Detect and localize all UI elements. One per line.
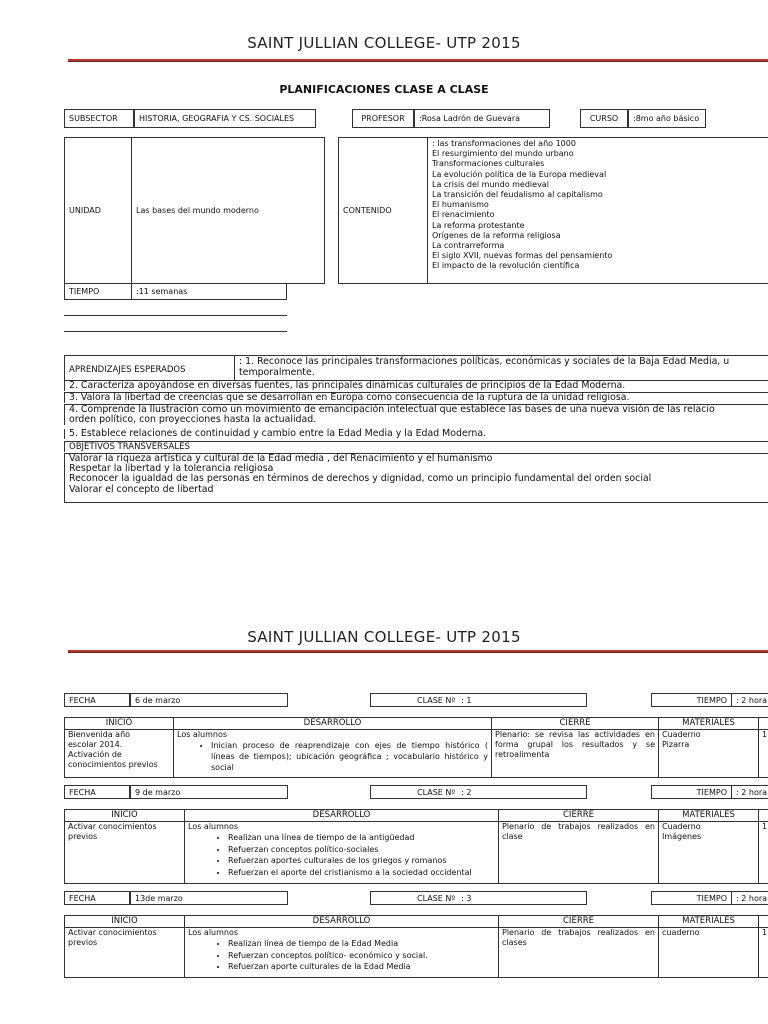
contenido-item: El renacimiento bbox=[432, 210, 495, 220]
tiempo-box-value: : 2 hora bbox=[731, 693, 768, 707]
aprendizaje-4b: orden político, con proyecciones hasta la actualidad. bbox=[64, 415, 768, 425]
objetivos-label: OBJETIVOS TRANSVERSALES bbox=[64, 441, 768, 452]
fecha-value: 9 de marzo bbox=[130, 785, 288, 799]
blank-line bbox=[64, 331, 287, 332]
clase-table bbox=[64, 915, 768, 978]
inicio-header: INICIO bbox=[64, 717, 173, 729]
objetivos-list bbox=[64, 453, 768, 503]
aprendizaje-4a: 4. Comprende la Ilustración como un movimiento de emancipación intelectual que establece las bases de una nueva visión de las relacio bbox=[64, 404, 768, 415]
desarrollo-header: DESARROLLO bbox=[184, 809, 498, 821]
materiales-header: MATERIALES bbox=[658, 809, 758, 821]
inicio-line: Activar conocimientos bbox=[68, 822, 157, 831]
desarrollo-header: DESARROLLO bbox=[184, 915, 498, 927]
contenido-item: La contrarreforma bbox=[432, 241, 505, 251]
inicio-line: conocimientos previos bbox=[68, 760, 158, 769]
desarrollo-item: • Refuerzan aporte culturales de la Edad Media bbox=[228, 961, 495, 973]
aprendizaje-2: 2. Caracteriza apoyándose en diversas fuentes, las principales dinámicas culturales de principios de la Edad Moderna. bbox=[64, 380, 768, 391]
inicio-line: previos bbox=[68, 938, 98, 947]
inicio-line: escolar 2014. bbox=[68, 740, 123, 749]
extra-cell: 1 bbox=[758, 821, 768, 883]
clase-value: : 3 bbox=[461, 893, 472, 903]
inicio-line: previos bbox=[68, 832, 98, 841]
objetivo-item: Valorar la riqueza artística y cultural de la Edad media , del Renacimiento y el humanismo bbox=[69, 453, 493, 464]
objetivo-item: Respetar la libertad y la tolerancia religiosa bbox=[69, 463, 274, 475]
aprendizaje-3: 3. Valora la libertad de creencias que se desarrollan en Europa como consecuencia de la ruptura de la unidad religiosa. bbox=[64, 392, 768, 403]
desarrollo-item: • Refuerzan conceptos político- económico y social. bbox=[228, 950, 495, 962]
page2-title: SAINT JULLIAN COLLEGE- UTP 2015 bbox=[247, 628, 521, 646]
desarrollo-header: DESARROLLO bbox=[173, 717, 491, 729]
inicio-cell bbox=[64, 927, 184, 977]
desarrollo-intro: Los alumnos bbox=[188, 822, 239, 831]
fecha-value: 6 de marzo bbox=[130, 693, 288, 707]
desarrollo-intro: Los alumnos bbox=[177, 730, 228, 739]
clase-box bbox=[370, 693, 587, 707]
extra-header bbox=[758, 915, 768, 927]
materiales-cell bbox=[658, 821, 758, 883]
clase-box bbox=[370, 891, 587, 905]
contenido-label: CONTENIDO bbox=[338, 137, 428, 284]
desarrollo-item: • Refuerzan conceptos político-sociales bbox=[228, 844, 495, 856]
fecha-label: FECHA bbox=[64, 891, 130, 905]
contenido-item: Transformaciones culturales bbox=[432, 159, 545, 169]
contenido-item: El humanismo bbox=[432, 200, 489, 210]
materiales-cell bbox=[658, 729, 758, 777]
curso-label: CURSO bbox=[580, 109, 628, 128]
clase-value: : 2 bbox=[461, 787, 472, 797]
profesor-label: PROFESOR bbox=[352, 109, 414, 128]
desarrollo-cell bbox=[173, 729, 491, 777]
curso-value: :8mo año básico bbox=[628, 109, 706, 128]
material-item: Cuaderno bbox=[662, 822, 701, 831]
cierre-header: CIERRE bbox=[491, 717, 658, 729]
unidad-value: Las bases del mundo moderno bbox=[131, 137, 325, 284]
aprendizaje-5: 5. Establece relaciones de continuidad y cambio entre la Edad Media y la Edad Moderna. bbox=[64, 429, 768, 439]
planning-subtitle: PLANIFICACIONES CLASE A CLASE bbox=[279, 83, 489, 96]
materiales-header: MATERIALES bbox=[658, 915, 758, 927]
desarrollo-item: • Realizan línea de tiempo de la Edad Media bbox=[228, 938, 495, 950]
material-item: cuaderno bbox=[662, 928, 700, 937]
tiempo-box-value: : 2 hora bbox=[731, 891, 768, 905]
inicio-cell bbox=[64, 729, 173, 777]
desarrollo-item: • Inician proceso de reaprendizaje con ejes de tiempo histórico ( líneas de tiempos); ubicación geográfica ; vocabulario histórico y social bbox=[211, 740, 488, 773]
aprendizajes-row-1 bbox=[64, 355, 768, 380]
fecha-label: FECHA bbox=[64, 693, 130, 707]
clase-label: CLASE Nº bbox=[417, 695, 456, 705]
inicio-line: Activación de bbox=[68, 750, 122, 759]
extra-header bbox=[758, 717, 768, 729]
tiempo-box-value: : 2 hora bbox=[731, 785, 768, 799]
objetivo-item: Reconocer la igualdad de las personas en términos de derechos y dignidad, como un principio fundamental del orden social bbox=[69, 473, 652, 485]
cierre-cell: Plenario de trabajos realizados en clase bbox=[498, 821, 658, 883]
title-rule bbox=[68, 59, 768, 62]
blank-line bbox=[64, 315, 287, 316]
extra-cell: 1 bbox=[758, 729, 768, 777]
cierre-header: CIERRE bbox=[498, 915, 658, 927]
aprendizajes-label: APRENDIZAJES ESPERADOS bbox=[65, 356, 235, 380]
contenido-item: El siglo XVII, nuevas formas del pensamiento bbox=[432, 251, 613, 261]
extra-cell: 1 bbox=[758, 927, 768, 977]
subsector-label: SUBSECTOR bbox=[64, 109, 134, 128]
clase-label: CLASE Nº bbox=[417, 787, 456, 797]
desarrollo-item: • Refuerzan aportes culturales de los griegos y romanos bbox=[228, 855, 495, 867]
desarrollo-cell bbox=[184, 821, 498, 883]
desarrollo-item: • Refuerzan el aporte del cristianismo a la sociedad occidental bbox=[228, 867, 495, 879]
desarrollo-item: • Realizan una línea de tiempo de la antigüedad bbox=[228, 832, 495, 844]
material-item: Imágenes bbox=[662, 832, 702, 841]
inicio-header: INICIO bbox=[64, 809, 184, 821]
fecha-value: 13de marzo bbox=[130, 891, 288, 905]
contenido-item: El resurgimiento del mundo urbano bbox=[432, 149, 574, 159]
inicio-line: Bienvenida año bbox=[68, 730, 131, 739]
contenido-item: Orígenes de la reforma religiosa bbox=[432, 230, 561, 240]
aprendizajes-table bbox=[64, 355, 768, 503]
objetivo-item: Valorar el concepto de libertad bbox=[69, 483, 214, 495]
contenido-item: : las transformaciones del año 1000 bbox=[432, 139, 576, 148]
inicio-header: INICIO bbox=[64, 915, 184, 927]
tiempo-box-label: TIEMPO bbox=[651, 785, 732, 799]
clase-value: : 1 bbox=[461, 695, 472, 705]
tiempo-label: TIEMPO bbox=[64, 283, 132, 300]
fecha-label: FECHA bbox=[64, 785, 130, 799]
aprendizaje-1a: : 1. Reconoce las principales transformaciones políticas, económicas y sociales de la Baja Edad Media, u bbox=[239, 356, 730, 367]
tiempo-box-label: TIEMPO bbox=[651, 891, 732, 905]
page2-title-rule bbox=[68, 650, 768, 653]
contenido-item: La crisis del mundo medieval bbox=[432, 179, 549, 189]
tiempo-box-label: TIEMPO bbox=[651, 693, 732, 707]
cierre-header: CIERRE bbox=[498, 809, 658, 821]
materiales-cell bbox=[658, 927, 758, 977]
contenido-item: La evolución política de la Europa medieval bbox=[432, 169, 607, 179]
desarrollo-intro: Los alumnos bbox=[188, 928, 239, 937]
cierre-cell: Plenario de trabajos realizados en clases bbox=[498, 927, 658, 977]
extra-header bbox=[758, 809, 768, 821]
inicio-cell bbox=[64, 821, 184, 883]
material-item: Pizarra bbox=[662, 740, 690, 749]
clase-table bbox=[64, 717, 768, 778]
unidad-label: UNIDAD bbox=[64, 137, 132, 284]
aprendizaje-1b: temporalmente. bbox=[239, 367, 315, 378]
subsector-value: HISTORIA, GEOGRAFIA Y CS. SOCIALES bbox=[134, 109, 316, 128]
page-title: SAINT JULLIAN COLLEGE- UTP 2015 bbox=[247, 34, 521, 52]
desarrollo-cell bbox=[184, 927, 498, 977]
material-item: Cuaderno bbox=[662, 730, 701, 739]
clase-label: CLASE Nº bbox=[417, 893, 456, 903]
inicio-line: Activar conocimientos bbox=[68, 928, 157, 937]
profesor-value: :Rosa Ladrón de Guevara bbox=[414, 109, 550, 128]
clase-table bbox=[64, 809, 768, 884]
contenido-list bbox=[427, 137, 768, 284]
cierre-cell: Plenario: se revisa las actividades en forma grupal los resultados y se retroalimenta bbox=[491, 729, 658, 777]
contenido-item: La transición del feudalismo al capitalismo bbox=[432, 190, 603, 200]
clase-box bbox=[370, 785, 587, 799]
contenido-item: El impacto de la revolución científica bbox=[432, 261, 580, 271]
materiales-header: MATERIALES bbox=[658, 717, 758, 729]
contenido-item: La reforma protestante bbox=[432, 220, 525, 230]
tiempo-value: :11 semanas bbox=[131, 283, 287, 300]
